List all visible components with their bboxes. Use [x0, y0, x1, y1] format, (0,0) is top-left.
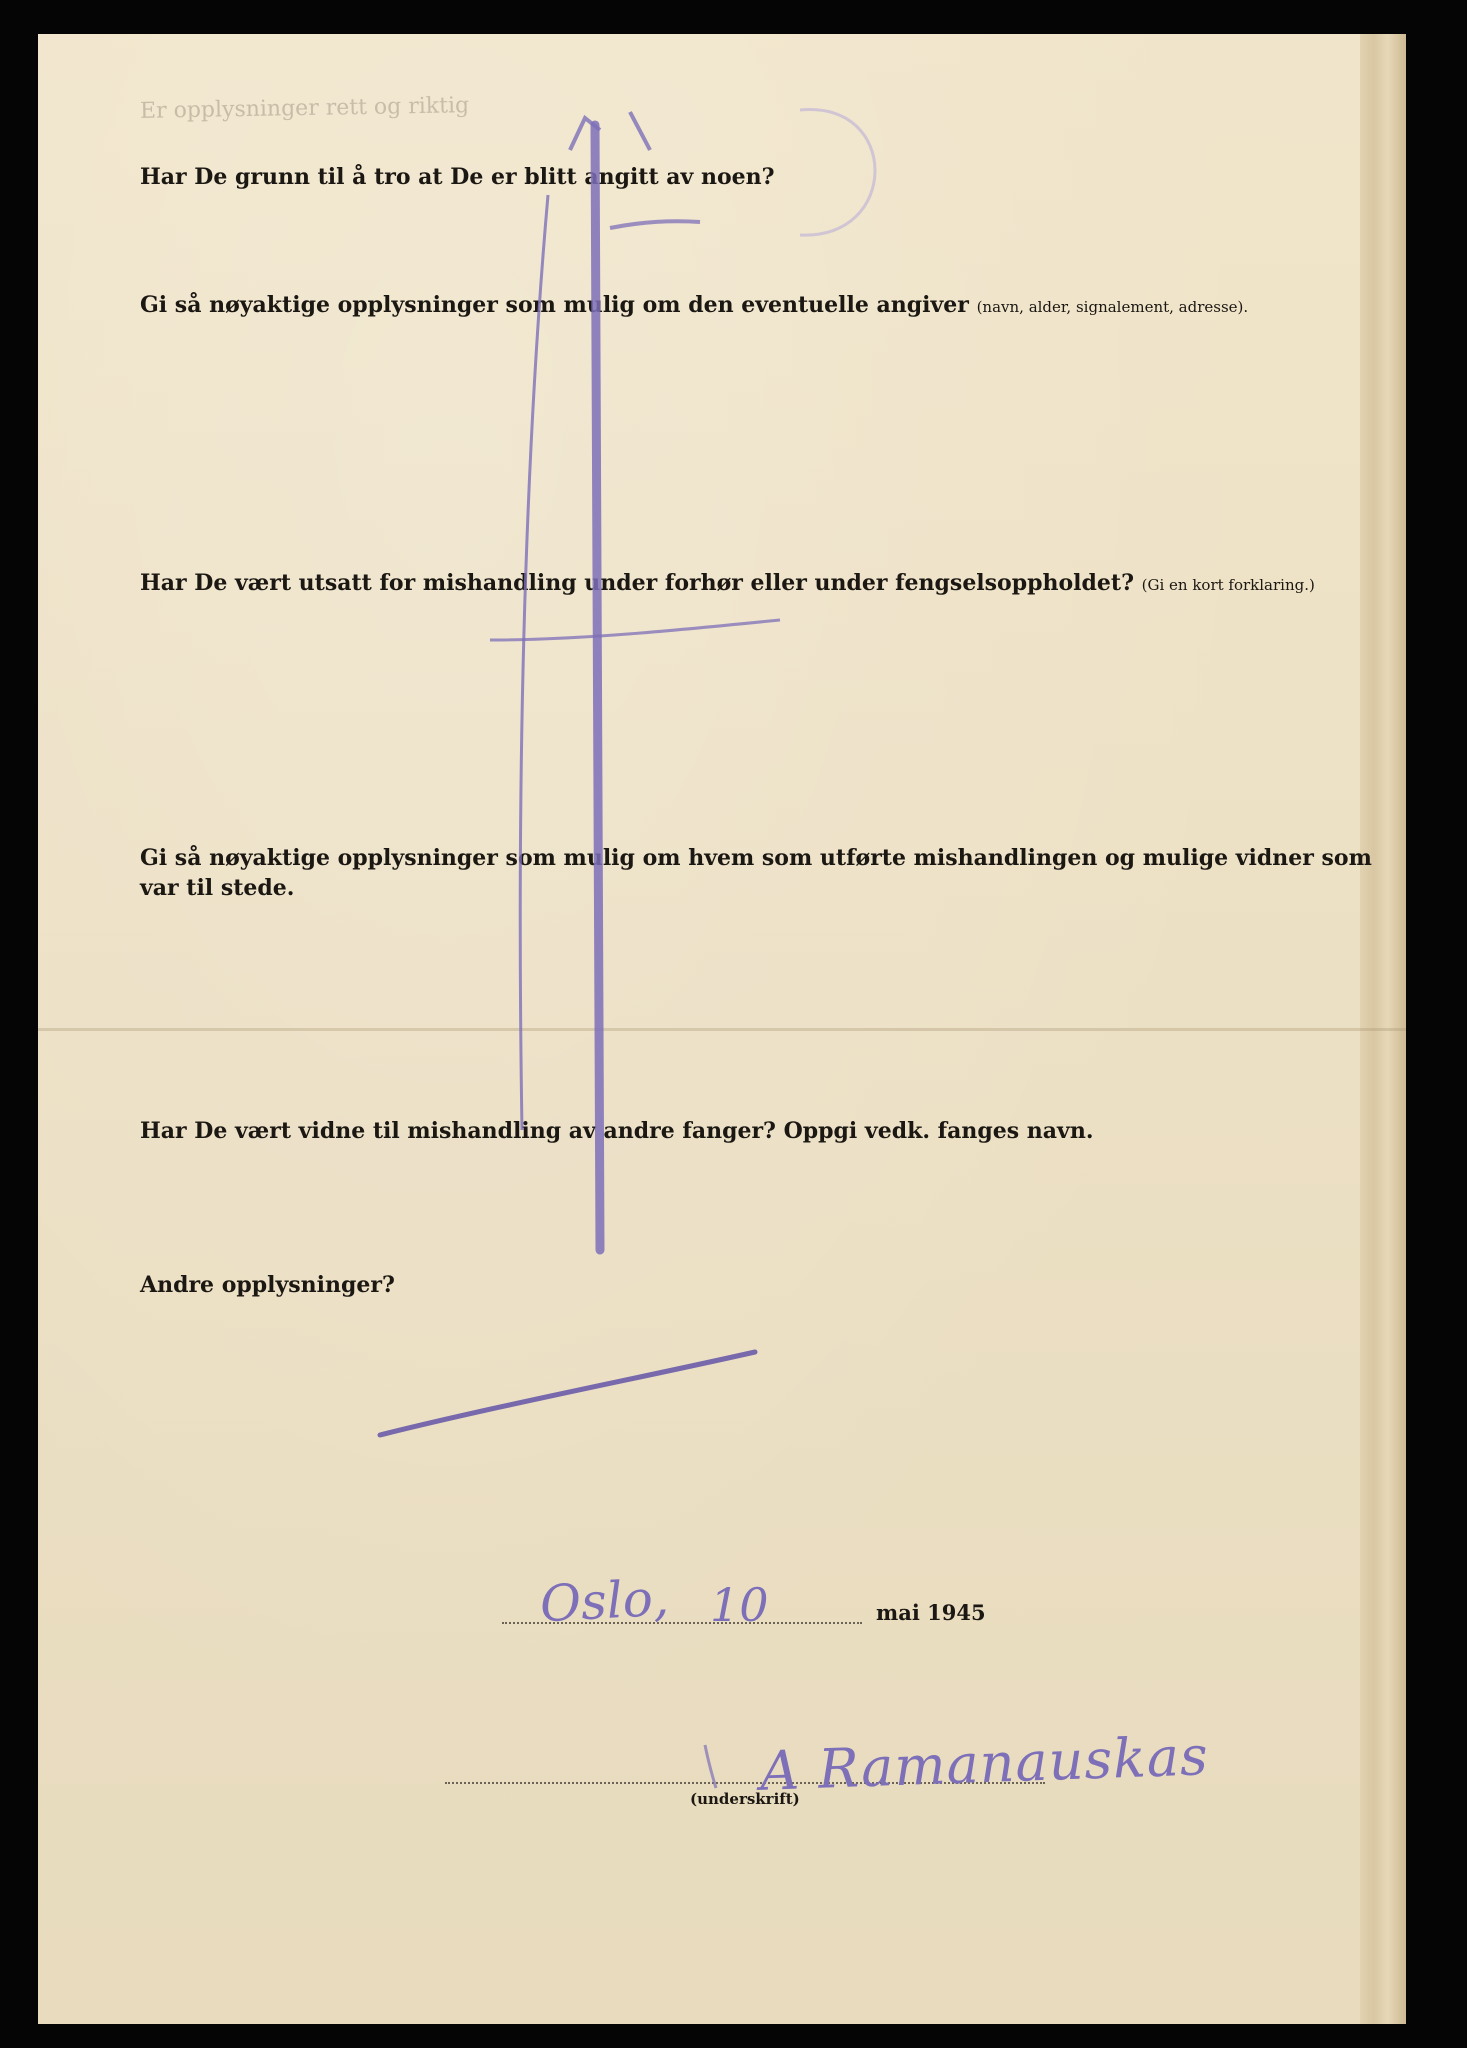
question-perpetrator-witnesses: Gi så nøyaktige opplysninger som mulig om hvem som utførte mishandlingen og mulige vidner som var til stede.	[140, 845, 1372, 901]
signature-caption: (underskrift)	[690, 1790, 800, 1808]
fold-crease	[38, 1028, 1406, 1031]
question-mistreatment	[140, 568, 1315, 600]
question-informer-details	[140, 290, 1248, 322]
handwritten-day: 10	[710, 1578, 769, 1632]
question-denounced-text: Har De grunn til å tro at De er blitt angitt av noen?	[140, 164, 775, 190]
question-mistreatment-note: (Gi en kort forklaring.)	[1141, 576, 1315, 594]
handwritten-signature: A Ramanauskas	[759, 1724, 1210, 1803]
question-other-information: Andre opplysninger?	[140, 1272, 395, 1298]
question-witness-other-prisoners: Har De vært vidne til mishandling av andre fanger? Oppgi vedk. fanges navn.	[140, 1118, 1094, 1144]
question-informer-details-text: Gi så nøyaktige opplysninger som mulig om den eventuelle angiver	[140, 292, 969, 318]
question-mistreatment-text: Har De vært utsatt for mishandling under forhør eller under fengselsoppholdet?	[140, 570, 1134, 596]
question-informer-details-note: (navn, alder, signalement, adresse).	[976, 298, 1249, 316]
date-printed-month-year: mai 1945	[876, 1600, 986, 1625]
faded-header-text: Er opplysninger rett og riktig	[139, 93, 470, 124]
question-denounced	[140, 162, 775, 192]
handwritten-place: Oslo,	[538, 1568, 671, 1634]
